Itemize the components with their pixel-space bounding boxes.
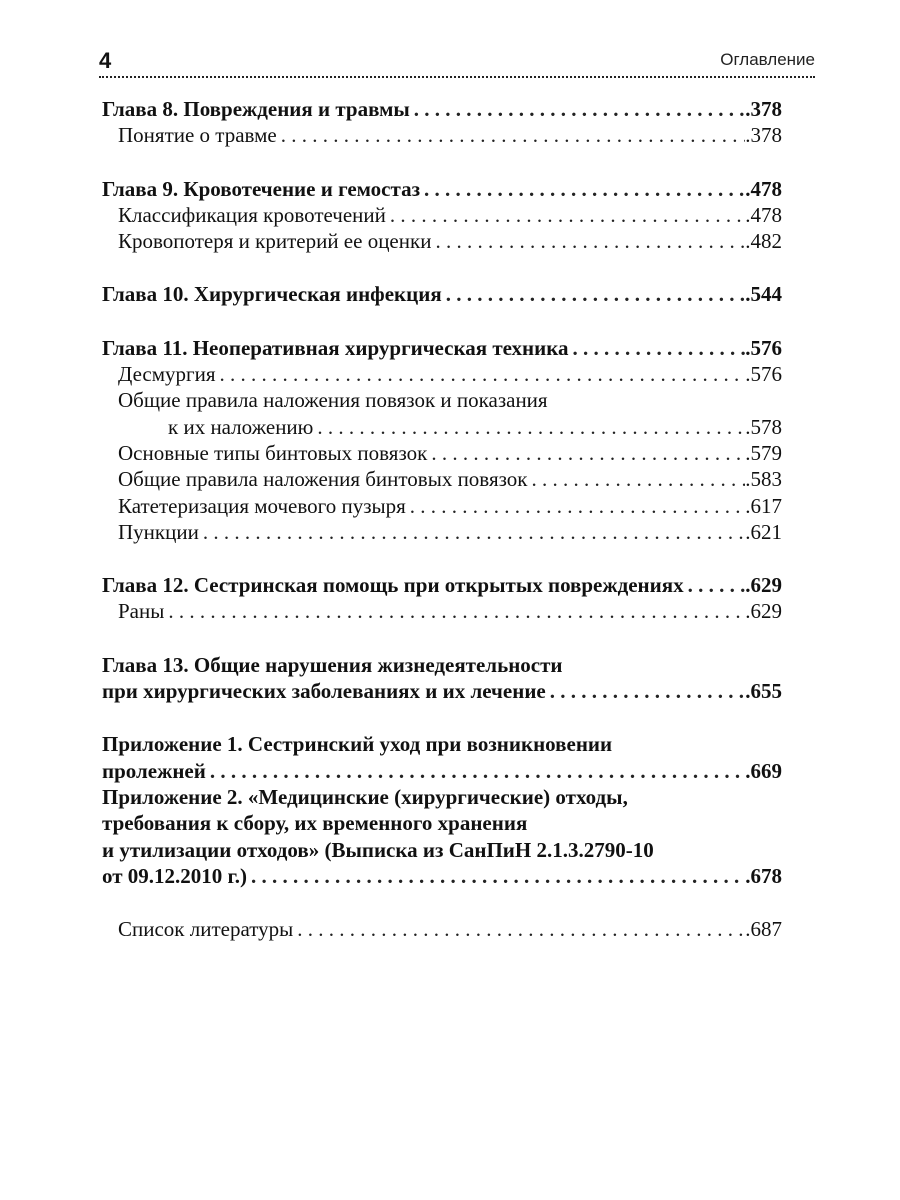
toc-entry-chapter-13-first-line <box>102 652 782 678</box>
toc-entry-title: пролежней <box>102 758 206 783</box>
toc-entry-page: .544 <box>745 282 782 307</box>
leader-dots <box>247 863 745 889</box>
leader-dots <box>431 228 745 254</box>
toc-entry-title: Раны <box>118 599 165 624</box>
toc-entry-chapter-11 <box>102 335 782 361</box>
table-of-contents <box>102 96 782 942</box>
spacer <box>102 308 782 335</box>
page-number: 4 <box>99 48 112 73</box>
toc-entry-title: Приложение 2. «Медицинские (хирургические) отходы, <box>102 784 628 809</box>
toc-entry-page: .687 <box>745 917 782 942</box>
toc-entry-page: .576 <box>745 362 782 387</box>
toc-entry-section <box>102 440 782 466</box>
toc-entry-title: Основные типы бинтовых повязок <box>118 440 428 465</box>
toc-entry-page: .576 <box>745 335 782 360</box>
toc-entry-references <box>102 916 782 942</box>
running-title: Оглавление <box>720 50 815 69</box>
toc-entry-title: от 09.12.2010 г.) <box>102 863 247 888</box>
toc-entry-appendix-2 <box>102 863 782 889</box>
toc-entry-section <box>102 228 782 254</box>
toc-entry-title: при хирургических заболеваниях и их лечение <box>102 679 546 704</box>
toc-entry-appendix-2-line-3 <box>102 837 782 863</box>
leader-dots <box>406 493 745 519</box>
toc-entry-page: .655 <box>745 679 782 704</box>
toc-entry-page: .629 <box>745 573 782 598</box>
toc-entry-title: Классификация кровотечений <box>118 202 386 227</box>
toc-entry-section <box>102 361 782 387</box>
toc-entry-chapter-9 <box>102 176 782 202</box>
toc-entry-page: .669 <box>745 758 782 783</box>
toc-entry-page: .621 <box>745 519 782 544</box>
toc-entry-appendix-2-line-2 <box>102 810 782 836</box>
toc-entry-chapter-13 <box>102 678 782 704</box>
toc-entry-page: .478 <box>745 202 782 227</box>
toc-entry-title: Катетеризация мочевого пузыря <box>118 493 406 518</box>
toc-entry-title: Общие правила наложения бинтовых повязок <box>118 467 528 492</box>
toc-entry-page: .378 <box>745 123 782 148</box>
spacer <box>102 889 782 916</box>
toc-entry-title: Кровопотеря и критерий ее оценки <box>118 229 432 254</box>
toc-entry-title: Пункции <box>118 519 199 544</box>
toc-entry-section <box>102 598 782 624</box>
toc-entry-title: Десмургия <box>118 362 216 387</box>
toc-entry-page: .378 <box>745 97 782 121</box>
leader-dots <box>442 281 746 307</box>
toc-entry-title: Глава 8. Повреждения и травмы <box>102 97 410 121</box>
leader-dots <box>527 466 745 492</box>
toc-entry-page: .478 <box>745 176 782 201</box>
leader-dots <box>386 202 745 228</box>
leader-dots <box>313 414 745 440</box>
leader-dots <box>199 519 745 545</box>
toc-entry-section <box>102 414 782 440</box>
leader-dots <box>546 678 746 704</box>
toc-entry-title: Глава 9. Кровотечение и гемостаз <box>102 176 421 201</box>
toc-entry-title: Приложение 1. Сестринский уход при возникновении <box>102 732 613 757</box>
spacer <box>102 704 782 731</box>
toc-entry-page: .578 <box>745 414 782 439</box>
toc-entry-section <box>102 466 782 492</box>
toc-entry-title: требования к сбору, их временного хранения <box>102 811 528 836</box>
spacer <box>102 149 782 176</box>
header-dotted-rule <box>99 76 815 78</box>
toc-entry-chapter-10 <box>102 281 782 307</box>
toc-entry-page: .617 <box>745 493 782 518</box>
toc-entry-section-first-line <box>102 387 782 413</box>
toc-entry-section <box>102 202 782 228</box>
page-header <box>99 44 815 78</box>
toc-entry-title: к их наложению <box>168 414 314 439</box>
toc-entry-title: Глава 13. Общие нарушения жизнедеятельности <box>102 652 563 677</box>
toc-entry-title: Общие правила наложения повязок и показания <box>118 388 548 413</box>
toc-entry-title: Глава 12. Сестринская помощь при открытых повреждениях <box>102 573 684 598</box>
toc-entry-section <box>102 493 782 519</box>
toc-entry-title: Понятие о травме <box>118 123 277 148</box>
leader-dots <box>164 598 745 624</box>
leader-dots <box>427 440 745 466</box>
toc-entry-title: Глава 10. Хирургическая инфекция <box>102 282 442 307</box>
toc-entry-title: и утилизации отходов» (Выписка из СанПиН 2.1.3.2790-10 <box>102 837 654 862</box>
spacer <box>102 625 782 652</box>
toc-entry-appendix-1-first-line <box>102 731 782 757</box>
toc-entry-title: Глава 11. Неоперативная хирургическая техника <box>102 335 569 360</box>
leader-dots <box>569 335 746 361</box>
toc-entry-page: .482 <box>745 229 782 254</box>
toc-entry-chapter-8 <box>102 96 782 122</box>
leader-dots <box>684 572 746 598</box>
toc-entry-page: .678 <box>745 863 782 888</box>
leader-dots <box>206 758 745 784</box>
leader-dots <box>277 122 746 148</box>
spacer <box>102 545 782 572</box>
leader-dots <box>216 361 746 387</box>
toc-entry-section <box>102 519 782 545</box>
leader-dots <box>410 96 745 122</box>
toc-entry-page: .579 <box>745 440 782 465</box>
spacer <box>102 254 782 281</box>
leader-dots <box>293 916 745 942</box>
toc-entry-chapter-12 <box>102 572 782 598</box>
leader-dots <box>420 176 745 202</box>
toc-entry-title: Список литературы <box>118 917 294 942</box>
toc-entry-page: .629 <box>745 599 782 624</box>
toc-entry-page: .583 <box>745 467 782 492</box>
toc-entry-section <box>102 122 782 148</box>
toc-entry-appendix-2-line-1 <box>102 784 782 810</box>
toc-entry-appendix-1 <box>102 758 782 784</box>
